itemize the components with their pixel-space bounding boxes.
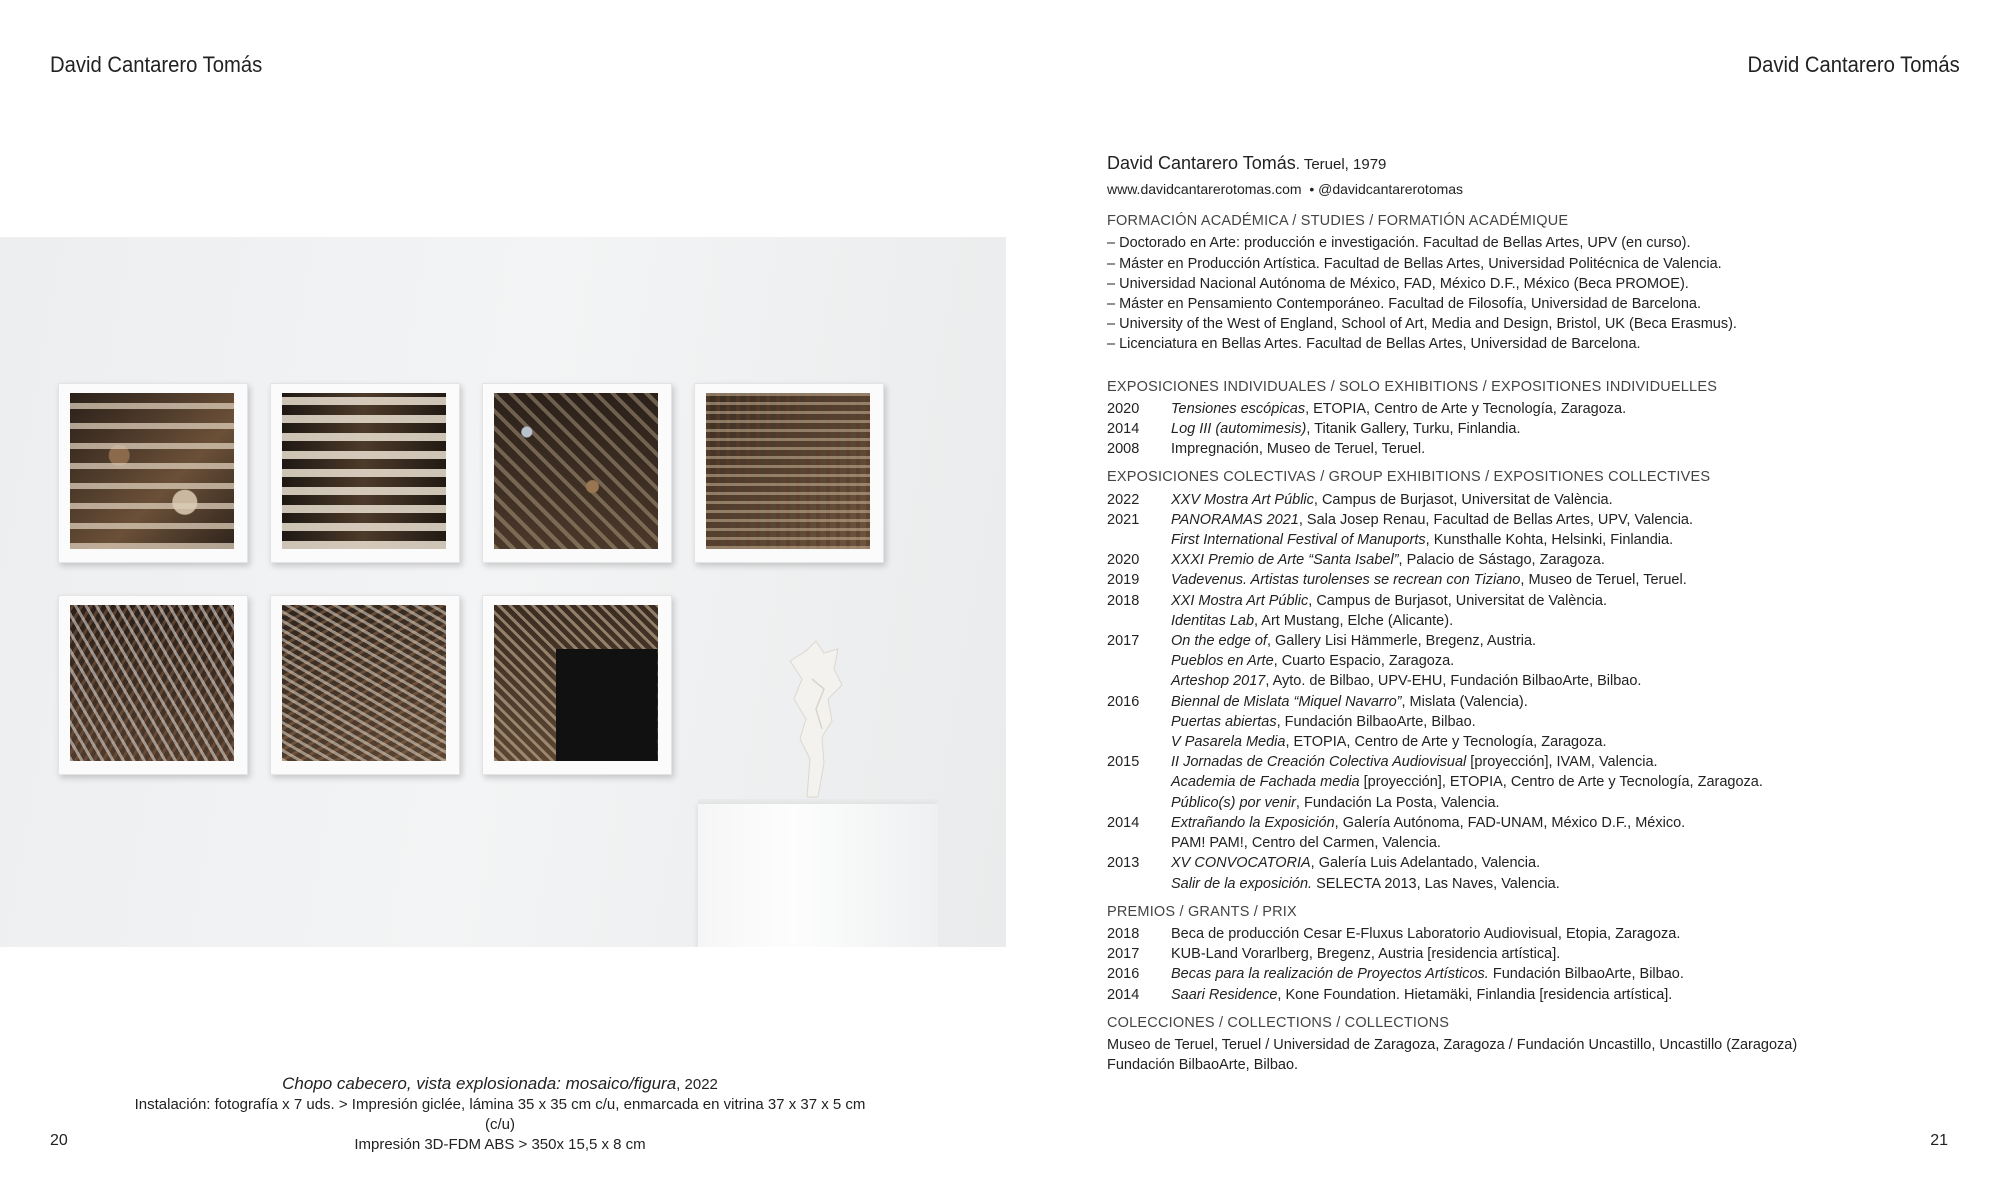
entry-title: Arteshop 2017 (1171, 673, 1266, 690)
entry-details: , Fundación La Posta, Valencia. (1295, 794, 1500, 811)
group-exhibition-row (1107, 874, 1927, 894)
framed-print-7 (482, 595, 672, 775)
framed-print-1 (58, 383, 248, 563)
entry-year (1107, 671, 1171, 691)
group-exhibition-row (1107, 510, 1927, 530)
entry-title: Biennal de Mislata “Miquel Navarro” (1171, 693, 1402, 710)
entry-details: , Galería Luis Adelantado, Valencia. (1310, 855, 1541, 872)
group-exhibition-row (1107, 570, 1927, 590)
artist-cv (1107, 151, 1927, 1075)
entry-year (1107, 530, 1171, 550)
group-exhibition-row (1107, 813, 1927, 833)
entry-details: , Mislata (Valencia). (1401, 693, 1528, 710)
group-exhibition-row (1107, 490, 1927, 510)
entry-year: 2015 (1107, 754, 1140, 771)
entry-details: , Gallery Lisi Hämmerle, Bregenz, Austria. (1266, 633, 1537, 650)
entry-title: XXV Mostra Art Públic (1171, 491, 1314, 508)
section-collections-heading: COLECCIONES / COLLECTIONS / COLLECTIONS (1107, 1014, 1450, 1031)
entry-year: 2020 (1107, 552, 1140, 569)
caption-line-1: Instalación: fotografía x 7 uds. > Impresión giclée, lámina 35 x 35 cm c/u, enmarcada en vitrina 37 x 37 x 5 cm (c/u) (134, 1096, 866, 1133)
page-number-right: 21 (1930, 1132, 1948, 1149)
group-exhibition-row (1107, 772, 1927, 792)
framed-print-3 (482, 383, 672, 563)
caption-title: Chopo cabecero, vista explosionada: mosaico/figura (282, 1074, 677, 1093)
entry-details: , Titanik Gallery, Turku, Finlandia. (1306, 421, 1521, 438)
website-link[interactable]: www.davidcantarerotomas.com (1107, 181, 1302, 197)
entry-year (1107, 793, 1171, 813)
entry-details: , Kunsthalle Kohta, Helsinki, Finlandia. (1425, 532, 1674, 549)
entry-title: Salir de la exposición. (1171, 875, 1313, 892)
solo-exhibition-row (1107, 399, 1927, 419)
entry-details: , Ayto. de Bilbao, UPV-EHU, Fundación BilbaoArte, Bilbao. (1265, 673, 1642, 690)
entry-title: V Pasarela Media (1171, 734, 1286, 751)
entry-details: , Fundación BilbaoArte, Bilbao. (1276, 713, 1476, 730)
entry-year (1107, 651, 1171, 671)
group-exhibition-row (1107, 631, 1927, 651)
studies-item: – University of the West of England, School of Art, Media and Design, Bristol, UK (Beca Erasmus). (1107, 316, 1737, 333)
group-exhibition-row (1107, 853, 1927, 873)
entry-title: Pueblos en Arte (1171, 653, 1274, 670)
grant-row (1107, 985, 1927, 1005)
studies-item: – Máster en Producción Artística. Facultad de Bellas Artes, Universidad Politécnica de Valencia. (1107, 255, 1722, 272)
group-exhibition-row (1107, 692, 1927, 712)
entry-year (1107, 874, 1171, 894)
studies-item: – Doctorado en Arte: producción e investigación. Facultad de Bellas Artes, UPV (en curso). (1107, 235, 1691, 252)
entry-year: 2022 (1107, 491, 1140, 508)
caption-year: , 2022 (676, 1076, 718, 1093)
installation-photo (0, 237, 1006, 947)
instagram-handle: • @davidcantarerotomas (1309, 181, 1464, 197)
entry-details: , Cuarto Espacio, Zaragoza. (1273, 653, 1455, 670)
artist-web (1107, 179, 1927, 199)
sculpture (772, 639, 852, 799)
group-exhibition-row (1107, 671, 1927, 691)
group-exhibition-row (1107, 591, 1927, 611)
group-exhibition-row (1107, 712, 1927, 732)
collections-item: Fundación BilbaoArte, Bilbao. (1107, 1057, 1299, 1074)
entry-details: Impregnación, Museo de Teruel, Teruel. (1171, 441, 1426, 458)
entry-year: 2013 (1107, 855, 1140, 872)
entry-title: XXI Mostra Art Públic (1171, 592, 1309, 609)
entry-title: XXXI Premio de Arte “Santa Isabel” (1171, 552, 1399, 569)
pedestal (698, 804, 938, 947)
entry-year: 2014 (1107, 814, 1140, 831)
grants-list (1107, 924, 1927, 1005)
entry-title: II Jornadas de Creación Colectiva Audiovisual (1171, 754, 1467, 771)
entry-year: 2016 (1107, 966, 1140, 983)
studies-item: – Máster en Pensamiento Contemporáneo. Facultad de Filosofía, Universidad de Barcelona. (1107, 296, 1702, 313)
entry-year (1107, 712, 1171, 732)
artist-name: David Cantarero Tomás. Teruel, 1979 (1107, 153, 1387, 173)
entry-details: PAM! PAM!, Centro del Carmen, Valencia. (1171, 835, 1441, 852)
entry-year (1107, 732, 1171, 752)
group-exhibition-row (1107, 793, 1927, 813)
grant-row (1107, 964, 1927, 984)
entry-title: Tensiones escópicas (1171, 400, 1306, 417)
entry-year (1107, 611, 1171, 631)
grant-row (1107, 924, 1927, 944)
solo-exhibition-row (1107, 419, 1927, 439)
framed-print-6 (270, 595, 460, 775)
entry-title: Público(s) por venir (1171, 794, 1296, 811)
group-exhibitions-list (1107, 490, 1927, 894)
section-solo-heading: EXPOSICIONES INDIVIDUALES / SOLO EXHIBITIONS / EXPOSITIONES INDIVIDUELLES (1107, 378, 1718, 395)
entry-title: XV CONVOCATORIA (1171, 855, 1311, 872)
entry-title: Extrañando la Exposición (1171, 814, 1335, 831)
entry-year: 2017 (1107, 633, 1140, 650)
entry-details: [proyección], ETOPIA, Centro de Arte y Tecnología, Zaragoza. (1359, 774, 1763, 791)
group-exhibition-row (1107, 611, 1927, 631)
entry-details: , ETOPIA, Centro de Arte y Tecnología, Zaragoza. (1285, 734, 1607, 751)
studies-item: – Licenciatura en Bellas Artes. Facultad de Bellas Artes, Universidad de Barcelona. (1107, 336, 1641, 353)
entry-year: 2019 (1107, 572, 1140, 589)
entry-title: First International Festival of Manuports (1171, 532, 1426, 549)
group-exhibition-row (1107, 833, 1927, 853)
solo-exhibitions-list (1107, 399, 1927, 460)
entry-year: 2014 (1107, 421, 1140, 438)
entry-title: Academia de Fachada media (1171, 774, 1360, 791)
entry-details: KUB-Land Vorarlberg, Bregenz, Austria [residencia artística]. (1171, 946, 1561, 963)
entry-year: 2008 (1107, 441, 1140, 458)
entry-details: , Campus de Burjasot, Universitat de València. (1308, 592, 1608, 609)
entry-year: 2021 (1107, 511, 1140, 528)
grant-row (1107, 944, 1927, 964)
entry-details: , Campus de Burjasot, Universitat de València. (1313, 491, 1613, 508)
entry-year: 2017 (1107, 946, 1140, 963)
entry-year: 2016 (1107, 693, 1140, 710)
group-exhibition-row (1107, 550, 1927, 570)
entry-title: Identitas Lab (1171, 612, 1255, 629)
group-exhibition-row (1107, 732, 1927, 752)
entry-details: Fundación BilbaoArte, Bilbao. (1488, 966, 1684, 983)
entry-details: , ETOPIA, Centro de Arte y Tecnología, Zaragoza. (1305, 400, 1627, 417)
entry-details: , Galería Autónoma, FAD-UNAM, México D.F., México. (1334, 814, 1686, 831)
entry-year: 2014 (1107, 986, 1140, 1003)
entry-details: , Sala Josep Renau, Facultad de Bellas Artes, UPV, Valencia. (1298, 511, 1694, 528)
entry-title: PANORAMAS 2021 (1171, 511, 1299, 528)
group-exhibition-row (1107, 752, 1927, 772)
running-header-right: David Cantarero Tomás (1747, 52, 1960, 77)
caption-line-2: Impresión 3D-FDM ABS > 350x 15,5 x 8 cm (354, 1136, 646, 1153)
entry-year: 2018 (1107, 592, 1140, 609)
section-group-heading: EXPOSICIONES COLECTIVAS / GROUP EXHIBITIONS / EXPOSITIONES COLLECTIVES (1107, 469, 1711, 486)
entry-details: SELECTA 2013, Las Naves, Valencia. (1312, 875, 1560, 892)
group-exhibition-row (1107, 530, 1927, 550)
entry-title: Becas para la realización de Proyectos Artísticos. (1171, 966, 1489, 983)
entry-details: , Museo de Teruel, Teruel. (1520, 572, 1687, 589)
studies-item: – Universidad Nacional Autónoma de México, FAD, México D.F., México (Beca PROMOE). (1107, 275, 1689, 292)
collections-item: Museo de Teruel, Teruel / Universidad de Zaragoza, Zaragoza / Fundación Uncastillo, Uncastillo (Zaragoza) (1107, 1036, 1798, 1053)
entry-details: , Kone Foundation. Hietamäki, Finlandia [residencia artística]. (1277, 986, 1673, 1003)
section-grants-heading: PREMIOS / GRANTS / PRIX (1107, 903, 1297, 920)
section-studies-heading: FORMACIÓN ACADÉMICA / STUDIES / FORMATIÓN ACADÉMIQUE (1107, 213, 1569, 230)
framed-print-5 (58, 595, 248, 775)
framed-print-4 (694, 383, 884, 563)
entry-title: Saari Residence (1171, 986, 1278, 1003)
solo-exhibition-row (1107, 439, 1927, 459)
entry-year (1107, 772, 1171, 792)
entry-details: Beca de producción Cesar E-Fluxus Laboratorio Audiovisual, Etopia, Zaragoza. (1171, 925, 1681, 942)
photo-caption (120, 1074, 880, 1155)
entry-details: [proyección], IVAM, Valencia. (1466, 754, 1658, 771)
entry-title: On the edge of (1171, 633, 1267, 650)
entry-details: , Art Mustang, Elche (Alicante). (1254, 612, 1454, 629)
entry-year: 2018 (1107, 925, 1140, 942)
collections-list (1107, 1035, 1927, 1075)
framed-print-2 (270, 383, 460, 563)
studies-list (1107, 233, 1927, 354)
running-header-left: David Cantarero Tomás (50, 52, 263, 77)
entry-year: 2020 (1107, 400, 1140, 417)
entry-title: Vadevenus. Artistas turolenses se recrean con Tiziano (1171, 572, 1521, 589)
entry-title: Log III (automimesis) (1171, 421, 1307, 438)
page-number-left: 20 (50, 1132, 68, 1149)
group-exhibition-row (1107, 651, 1927, 671)
entry-year (1107, 833, 1171, 853)
entry-details: , Palacio de Sástago, Zaragoza. (1398, 552, 1605, 569)
entry-title: Puertas abiertas (1171, 713, 1277, 730)
